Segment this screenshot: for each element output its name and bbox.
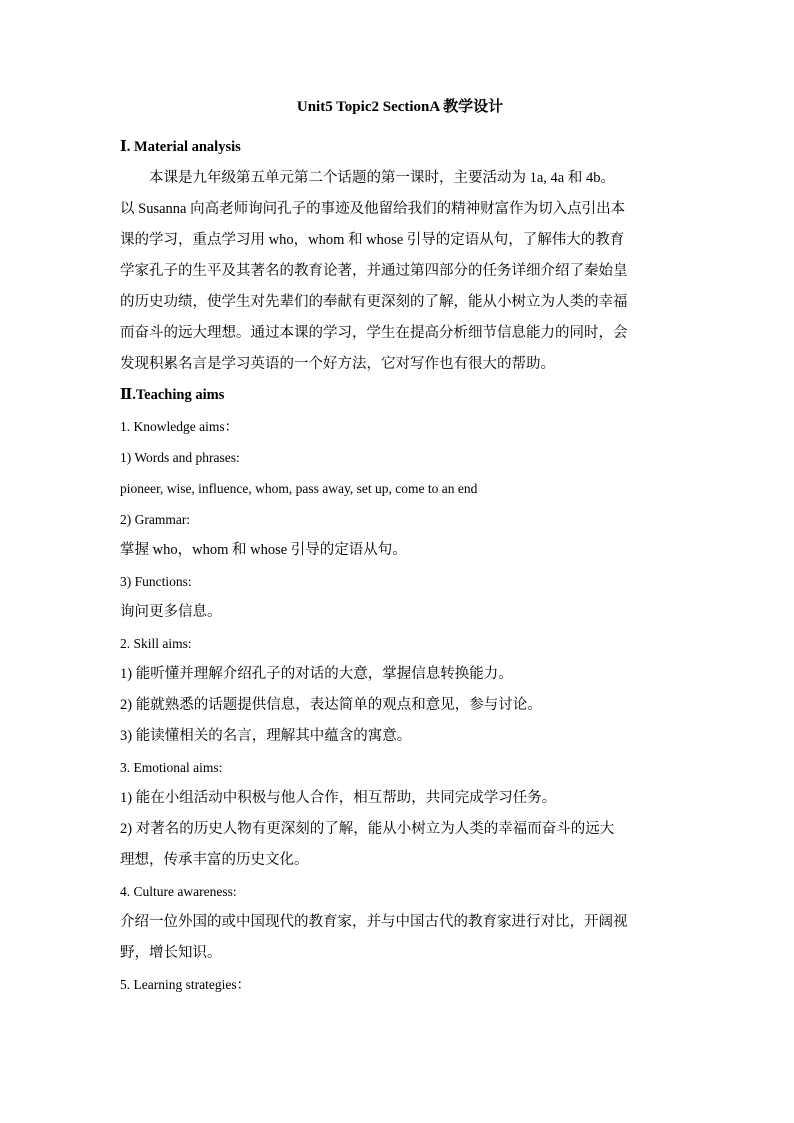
paragraph-line: 发现积累名言是学习英语的一个好方法，它对写作也有很大的帮助。 (120, 356, 555, 372)
skill-aims-heading: 2. Skill aims: (120, 636, 192, 651)
paragraph-line: 学家孔子的生平及其著名的教育论著，并通过第四部分的任务详细介绍了秦始皇 (120, 263, 628, 279)
words-phrases-list: pioneer, wise, influence, whom, pass away, set up, come to an end (120, 481, 478, 496)
words-phrases-label: 1) Words and phrases: (120, 450, 240, 465)
skill-item: 1) 能听懂并理解介绍孔子的对话的大意，掌握信息转换能力。 (120, 666, 513, 682)
grammar-text: 掌握 who，whom 和 whose 引导的定语从句。 (120, 542, 407, 558)
emotional-aims-heading: 3. Emotional aims: (120, 760, 223, 775)
paragraph-line: 本课是九年级第五单元第二个话题的第一课时，主要活动为 1a, 4a 和 4b。 (149, 170, 615, 186)
paragraph-line: 而奋斗的远大理想。通过本课的学习，学生在提高分析细节信息能力的同时，会 (120, 325, 628, 341)
learning-strategies-heading: 5. Learning strategies： (120, 977, 251, 992)
material-analysis-paragraph (120, 163, 680, 380)
emotional-item: 2) 对著名的历史人物有更深刻的了解，能从小树立为人类的幸福而奋斗的远大 (120, 821, 615, 837)
functions-label: 3) Functions: (120, 574, 192, 589)
section-heading-teaching-aims: Ⅱ.Teaching aims (120, 387, 225, 403)
culture-text: 介绍一位外国的或中国现代的教育家，并与中国古代的教育家进行对比，开阔视 (120, 914, 628, 930)
knowledge-aims-heading: 1. Knowledge aims： (120, 419, 239, 434)
paragraph-line: 的历史功绩，使学生对先辈们的奉献有更深刻的了解，能从小树立为人类的幸福 (120, 294, 628, 310)
functions-text: 询问更多信息。 (120, 604, 222, 620)
paragraph-line: 以 Susanna 向高老师询问孔子的事迹及他留给我们的精神财富作为切入点引出本 (120, 201, 626, 217)
culture-awareness-heading: 4. Culture awareness: (120, 884, 237, 899)
section-heading-material-analysis: Ⅰ. Material analysis (120, 139, 241, 155)
document-page (120, 96, 680, 1000)
skill-item: 3) 能读懂相关的名言，理解其中蕴含的寓意。 (120, 728, 412, 744)
culture-text-continued: 野，增长知识。 (120, 945, 222, 961)
emotional-item-continued: 理想，传承丰富的历史文化。 (120, 852, 309, 868)
paragraph-line: 课的学习，重点学习用 who，whom 和 whose 引导的定语从句，了解伟大的教育 (120, 232, 625, 248)
skill-item: 2) 能就熟悉的话题提供信息，表达简单的观点和意见，参与讨论。 (120, 697, 542, 713)
document-title: Unit5 Topic2 SectionA 教学设计 (296, 99, 504, 115)
grammar-label: 2) Grammar: (120, 512, 191, 527)
emotional-item: 1) 能在小组活动中积极与他人合作，相互帮助，共同完成学习任务。 (120, 790, 557, 806)
